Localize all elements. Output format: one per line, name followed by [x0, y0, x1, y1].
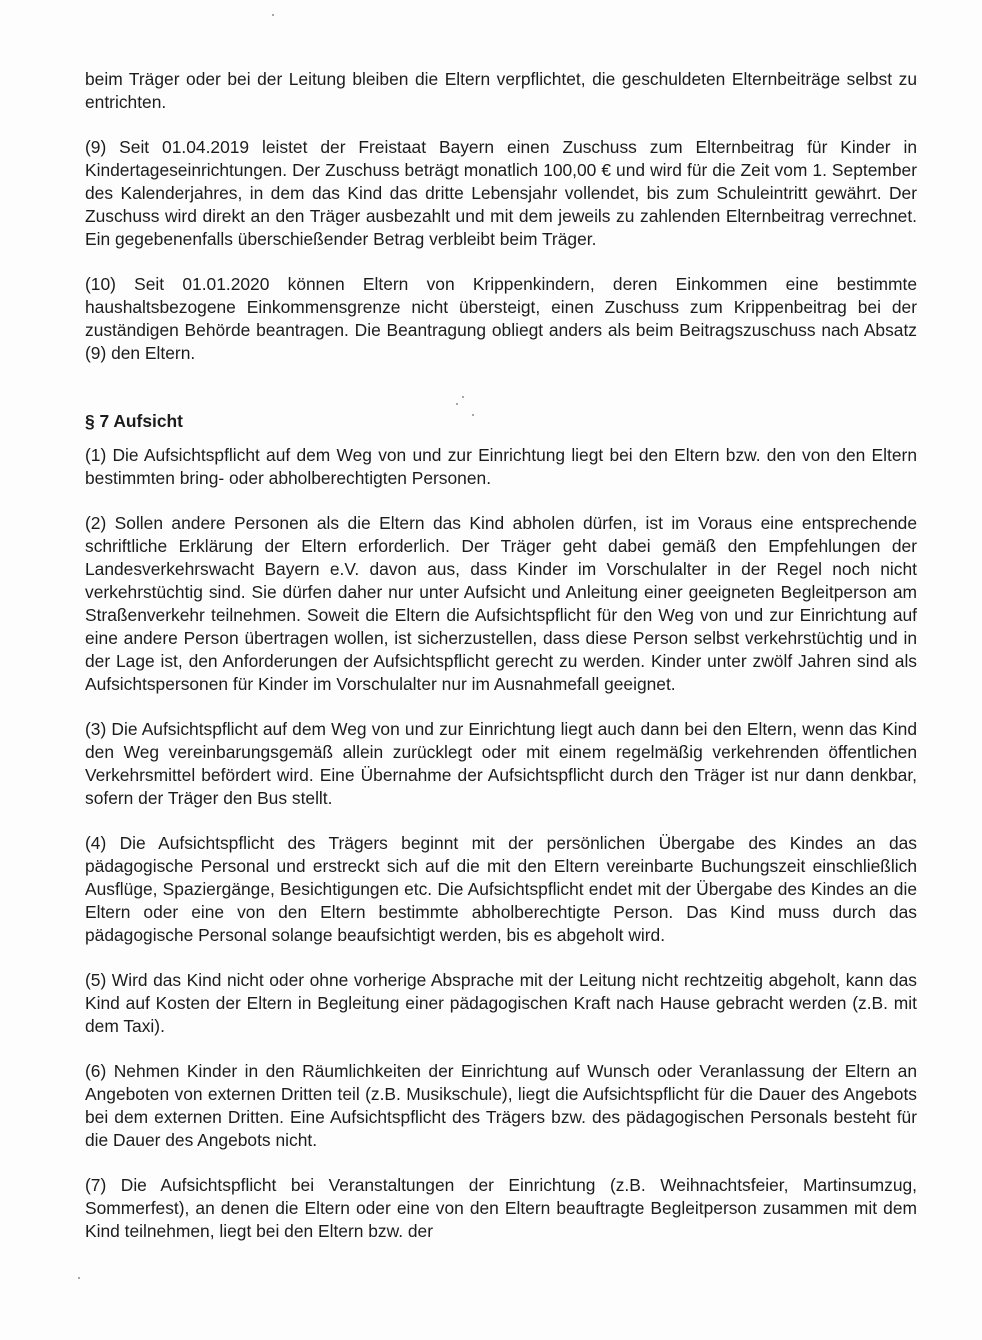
section-heading: § 7 Aufsicht — [85, 411, 183, 431]
document-body — [85, 68, 917, 1243]
paragraph-7-5: (5) Wird das Kind nicht oder ohne vorherige Absprache mit der Leitung nicht rechtzeitig abgeholt, kann das Kind auf Kosten der Eltern in Begleitung einer pädagogischen Kraft nach Hause gebracht werden (z.B. mit dem Taxi). — [85, 970, 917, 1036]
paragraph-7-4: (4) Die Aufsichtspflicht des Trägers beginnt mit der persönlichen Übergabe des Kindes an das pädagogische Personal und erstreckt sich auf die mit den Eltern vereinbarte Buchungszeit einschließlich Ausflüge, Spaziergänge, Besichtigungen etc. Die Aufsichtspflicht endet mit der Übergabe des Kindes an die Eltern oder eine von den Eltern bestimmte abholberechtigte Person. Das Kind muss durch das pädagogische Personal solange beaufsichtigt werden, bis es abgeholt wird. — [85, 833, 917, 945]
paragraph-6-10: (10) Seit 01.01.2020 können Eltern von Krippenkindern, deren Einkommen eine bestimmte haushaltsbezogene Einkommensgrenze nicht übersteigt, einen Zuschuss zum Krippenbeitrag bei der zuständigen Behörde beantragen. Die Beantragung obliegt anders als beim Beitragszuschuss nach Absatz (9) den Eltern. — [85, 274, 917, 363]
paragraph-6-9: (9) Seit 01.04.2019 leistet der Freistaat Bayern einen Zuschuss zum Elternbeitrag für Kinder in Kindertageseinrichtungen. Der Zuschuss beträgt monatlich 100,00 € und wird für die Zeit vom 1. September des Kalenderjahres, in dem das Kind das dritte Lebensjahr vollendet, bis zum Schuleintritt gewährt. Der Zuschuss wird direkt an den Träger ausbezahlt und mit dem jeweils zu zahlenden Elternbeitrag verrechnet. Ein gegebenenfalls überschießender Betrag verbleibt beim Träger. — [85, 137, 917, 249]
paragraph-7-7: (7) Die Aufsichtspflicht bei Veranstaltungen der Einrichtung (z.B. Weihnachtsfeier, Martinsumzug, Sommerfest), an denen die Eltern oder eine von den Eltern beauftragte Begleitperson zusammen mit dem Kind teilnehmen, liegt bei den Eltern bzw. der — [85, 1175, 917, 1241]
paragraph-7-6: (6) Nehmen Kinder in den Räumlichkeiten der Einrichtung auf Wunsch oder Veranlassung der Eltern an Angeboten von externen Dritten teil (z.B. Musikschule), liegt die Aufsichtspflicht für die Dauer des Angebots bei dem externen Dritten. Eine Aufsichtspflicht des Trägers bzw. des pädagogischen Personals besteht für die Dauer des Angebots nicht. — [85, 1061, 917, 1150]
paragraph-7-1: (1) Die Aufsichtspflicht auf dem Weg von und zur Einrichtung liegt bei den Eltern bzw. den von den Eltern bestimmten bring- oder abholberechtigten Personen. — [85, 445, 917, 488]
paragraph-intro: beim Träger oder bei der Leitung bleiben die Eltern verpflichtet, die geschuldeten Elternbeiträge selbst zu entrichten. — [85, 69, 917, 112]
scan-speck — [78, 1277, 80, 1279]
paragraph-7-2: (2) Sollen andere Personen als die Eltern das Kind abholen dürfen, ist im Voraus eine entsprechende schriftliche Erklärung der Eltern erforderlich. Der Träger geht dabei gemäß den Empfehlungen der Landesverkehrswacht Bayern e.V. davon aus, dass Kinder im Vorschulalter in der Regel noch nicht verkehrstüchtig sind. Sie dürfen daher nur unter Aufsicht und Anleitung einer geeigneten Begleitperson am Straßenverkehr teilnehmen. Soweit die Eltern die Aufsichtspflicht für den Weg von und zur Einrichtung auf eine andere Person übertragen wollen, ist sicherzustellen, dass diese Person selbst verkehrstüchtig und in der Lage ist, den Anforderungen der Aufsichtspflicht gerecht zu werden. Kinder unter zwölf Jahren sind als Aufsichtspersonen für Kinder im Vorschulalter nur im Ausnahmefall geeignet. — [85, 513, 917, 694]
scan-speck — [272, 14, 274, 16]
paragraph-7-3: (3) Die Aufsichtspflicht auf dem Weg von und zur Einrichtung liegt auch dann bei den Eltern, wenn das Kind den Weg vereinbarungsgemäß allein zurücklegt oder mit einem regelmäßig verkehrenden öffentlichen Verkehrsmittel befördert wird. Eine Übernahme der Aufsichtspflicht durch den Träger ist nur dann denkbar, sofern der Träger den Bus stellt. — [85, 719, 917, 808]
